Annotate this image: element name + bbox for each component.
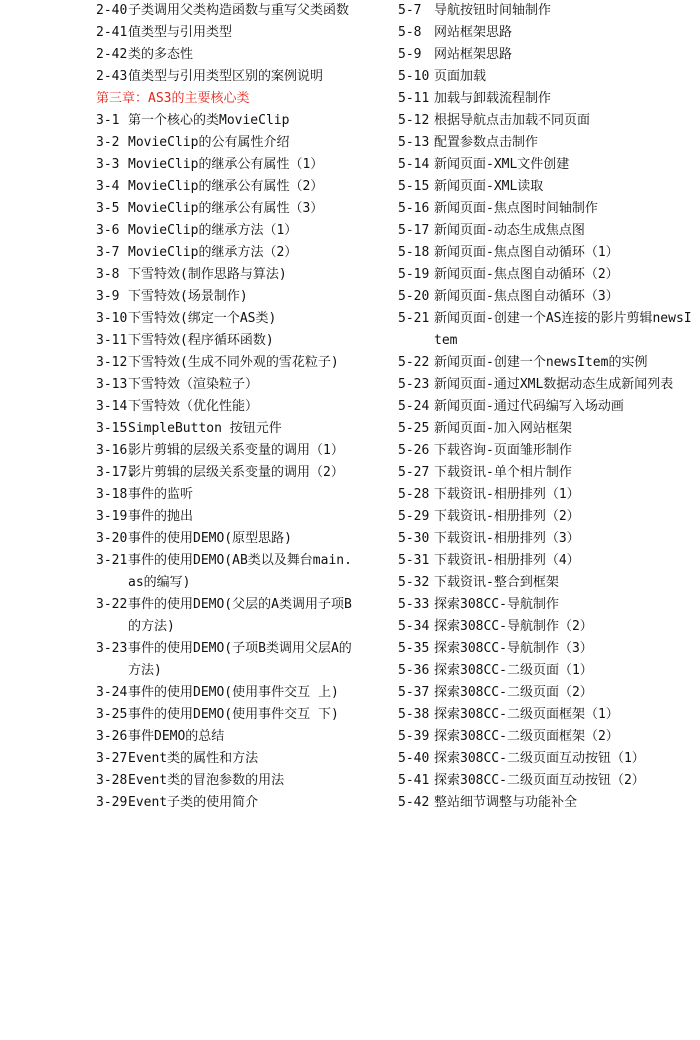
entry-number: 5-29 (398, 509, 430, 524)
entry-number: 5-9 (398, 47, 422, 62)
entry-number: 2-41 (96, 25, 128, 40)
toc-entry (398, 462, 698, 484)
toc-entry (96, 110, 358, 132)
toc-entry (96, 198, 358, 220)
entry-title: 影片剪辑的层级关系变量的调用（1） (128, 443, 344, 458)
entry-title: 下载咨询-页面雏形制作 (434, 443, 572, 458)
entry-number: 3-27 (96, 751, 128, 766)
entry-number: 5-14 (398, 157, 430, 172)
toc-entry (398, 638, 698, 660)
entry-title: 探索308CC-二级页面（2） (434, 685, 593, 700)
entry-title: 网站框架思路 (434, 47, 513, 62)
toc-entry (96, 726, 358, 748)
entry-number: 3-10 (96, 311, 128, 326)
entry-number: 5-26 (398, 443, 430, 458)
entry-number: 5-10 (398, 69, 430, 84)
entry-number: 3-17. (96, 465, 136, 480)
entry-number: 3-8 (96, 267, 120, 282)
entry-title: MovieClip的继承公有属性（3） (128, 201, 324, 216)
toc-entry (96, 264, 358, 286)
toc-entry (398, 176, 698, 198)
entry-number: 3-9 (96, 289, 120, 304)
toc-entry (96, 506, 358, 528)
entry-title: 页面加载 (434, 69, 487, 84)
toc-entry (398, 220, 698, 242)
toc-entry (398, 506, 698, 528)
toc-entry (398, 528, 698, 550)
toc-entry (398, 110, 698, 132)
entry-title: 下载资讯-整合到框架 (434, 575, 559, 590)
entry-title: 下载资讯-相册排列（4） (434, 553, 580, 568)
entry-number: 5-42 (398, 795, 430, 810)
entry-number: 5-32 (398, 575, 430, 590)
toc-entry (96, 594, 358, 638)
entry-title: 事件的抛出 (128, 509, 194, 524)
toc-entry (96, 528, 358, 550)
toc-entry (398, 418, 698, 440)
entry-title: 整站细节调整与功能补全 (434, 795, 578, 810)
entry-number: 3-20 (96, 531, 128, 546)
entry-title: 新闻页面-动态生成焦点图 (434, 223, 585, 238)
entry-title: 新闻页面-通过XML数据动态生成新闻列表 (434, 377, 674, 392)
toc-entry (96, 176, 358, 198)
entry-title: 配置参数点击制作 (434, 135, 539, 150)
entry-title: SimpleButton 按钮元件 (128, 421, 282, 436)
entry-title: MovieClip的继承方法（2） (128, 245, 298, 260)
entry-number: 5-24 (398, 399, 430, 414)
toc-entry (96, 22, 358, 44)
toc-entry (96, 308, 358, 330)
entry-number: 5-25 (398, 421, 430, 436)
entry-number: 5-34 (398, 619, 430, 634)
entry-number: 3-15 (96, 421, 128, 436)
toc-entry (398, 682, 698, 704)
entry-number: 3-28 (96, 773, 128, 788)
toc-entry (398, 374, 698, 396)
entry-title: 下雪特效(生成不同外观的雪花粒子) (128, 355, 339, 370)
toc-entry (96, 682, 358, 704)
entry-title: 新闻页面-焦点图自动循环（2） (434, 267, 619, 282)
entry-title: 下雪特效（优化性能） (128, 399, 259, 414)
toc-entry (96, 770, 358, 792)
entry-title: MovieClip的继承公有属性（2） (128, 179, 324, 194)
entry-title: 新闻页面-创建一个AS连接的影片剪辑newsItem (434, 311, 692, 348)
toc-entry (96, 352, 358, 374)
entry-title: 下雪特效(制作思路与算法) (128, 267, 287, 282)
entry-title: 新闻页面-焦点图自动循环（3） (434, 289, 619, 304)
entry-title: MovieClip的公有属性介绍 (128, 135, 290, 150)
entry-number: 5-21 (398, 311, 430, 326)
toc-entry (96, 484, 358, 506)
entry-number: 3-14 (96, 399, 128, 414)
entry-title: 下载资讯-相册排列（3） (434, 531, 580, 546)
entry-title: 根据导航点击加载不同页面 (434, 113, 591, 128)
entry-number: 3-26 (96, 729, 128, 744)
toc-entry (398, 484, 698, 506)
entry-title: 新闻页面-焦点图时间轴制作 (434, 201, 598, 216)
toc-entry (96, 286, 358, 308)
entry-title: 探索308CC-二级页面（1） (434, 663, 593, 678)
entry-title: 子类调用父类构造函数与重写父类函数 (128, 3, 350, 18)
entry-title: MovieClip的继承方法（1） (128, 223, 298, 238)
entry-number: 3-4 (96, 179, 120, 194)
entry-title: 类的多态性 (128, 47, 194, 62)
entry-title: 事件的使用DEMO(父层的A类调用子项B的方法) (128, 597, 352, 634)
toc-entry (96, 704, 358, 726)
entry-number: 3-22 (96, 597, 128, 612)
toc-entry (96, 154, 358, 176)
entry-title: 探索308CC-导航制作（3） (434, 641, 593, 656)
toc-entry (398, 594, 698, 616)
entry-number: 3-3 (96, 157, 120, 172)
entry-title: 探索308CC-二级页面互动按钮（1） (434, 751, 645, 766)
entry-number: 5-16 (398, 201, 430, 216)
toc-entry (96, 242, 358, 264)
toc-entry (96, 330, 358, 352)
entry-title: 下载资讯-单个相片制作 (434, 465, 572, 480)
entry-title: 探索308CC-二级页面框架（1） (434, 707, 619, 722)
entry-number: 5-7 (398, 3, 422, 18)
entry-number: 3-7 (96, 245, 120, 260)
entry-number: 5-27 (398, 465, 430, 480)
toc-entry (398, 0, 698, 22)
toc-entry (398, 154, 698, 176)
entry-title: 事件的使用DEMO(使用事件交互 下) (128, 707, 339, 722)
entry-title: 新闻页面-创建一个newsItem的实例 (434, 355, 648, 370)
entry-number: 3-21 (96, 553, 128, 568)
entry-number: 2-43 (96, 69, 128, 84)
entry-number: 3-1 (96, 113, 120, 128)
entry-title: 下雪特效(程序循环函数) (128, 333, 274, 348)
entry-title: 新闻页面-通过代码编写入场动画 (434, 399, 624, 414)
entry-number: 5-28 (398, 487, 430, 502)
chapter-heading: 第三章：AS3的主要核心类 (96, 91, 250, 106)
entry-number: 5-40 (398, 751, 430, 766)
toc-entry (398, 704, 698, 726)
entry-number: 3-18 (96, 487, 128, 502)
toc-entry (398, 726, 698, 748)
toc-entry (96, 550, 358, 594)
entry-title: 探索308CC-导航制作 (434, 597, 559, 612)
entry-number: 3-23 (96, 641, 128, 656)
entry-title: 事件的使用DEMO(使用事件交互 上) (128, 685, 339, 700)
entry-title: 事件的使用DEMO(AB类以及舞台main.as的编写) (128, 553, 352, 590)
entry-number: 5-15 (398, 179, 430, 194)
entry-title: 加载与卸载流程制作 (434, 91, 552, 106)
entry-title: 新闻页面-焦点图自动循环（1） (434, 245, 619, 260)
entry-title: 下雪特效(绑定一个AS类) (128, 311, 277, 326)
entry-number: 5-8 (398, 25, 422, 40)
entry-number: 5-39 (398, 729, 430, 744)
toc-entry (398, 308, 698, 352)
toc-entry (398, 572, 698, 594)
entry-number: 3-25 (96, 707, 128, 722)
entry-number: 5-33 (398, 597, 430, 612)
entry-number: 5-23 (398, 377, 430, 392)
entry-title: Event类的属性和方法 (128, 751, 259, 766)
entry-number: 3-19 (96, 509, 128, 524)
entry-title: 新闻页面-加入网站框架 (434, 421, 572, 436)
toc-left-column (96, 0, 358, 814)
entry-number: 5-17 (398, 223, 430, 238)
toc-entry (398, 88, 698, 110)
toc-entry (398, 66, 698, 88)
entry-title: 事件的监听 (128, 487, 194, 502)
toc-entry (96, 132, 358, 154)
toc-entry (398, 440, 698, 462)
entry-title: 下载资讯-相册排列（2） (434, 509, 580, 524)
entry-number: 2-40 (96, 3, 128, 18)
entry-number: 5-36 (398, 663, 430, 678)
entry-title: 影片剪辑的层级关系变量的调用（2） (128, 465, 344, 480)
entry-number: 3-24 (96, 685, 128, 700)
entry-number: 5-12 (398, 113, 430, 128)
toc-entry (96, 0, 358, 22)
toc-entry (96, 638, 358, 682)
toc-entry (398, 352, 698, 374)
entry-number: 3-6 (96, 223, 120, 238)
entry-title: 下载资讯-相册排列（1） (434, 487, 580, 502)
toc-entry (96, 44, 358, 66)
entry-title: MovieClip的继承公有属性（1） (128, 157, 324, 172)
entry-title: 下雪特效（渲染粒子） (128, 377, 259, 392)
toc-entry (398, 770, 698, 792)
entry-number: 3-29 (96, 795, 128, 810)
entry-title: 值类型与引用类型 (128, 25, 233, 40)
entry-number: 5-18 (398, 245, 430, 260)
entry-title: Event类的冒泡参数的用法 (128, 773, 285, 788)
toc-entry (96, 374, 358, 396)
entry-number: 3-11 (96, 333, 128, 348)
entry-number: 3-16 (96, 443, 128, 458)
toc-entry (96, 220, 358, 242)
entry-number: 5-38 (398, 707, 430, 722)
entry-number: 5-35 (398, 641, 430, 656)
toc-entry (398, 264, 698, 286)
entry-number: 5-37 (398, 685, 430, 700)
entry-number: 3-5 (96, 201, 120, 216)
entry-title: 探索308CC-二级页面框架（2） (434, 729, 619, 744)
entry-title: 事件的使用DEMO(子项B类调用父层A的方法) (128, 641, 352, 678)
entry-number: 5-31 (398, 553, 430, 568)
entry-number: 5-13 (398, 135, 430, 150)
toc-entry (398, 286, 698, 308)
entry-title: 探索308CC-二级页面互动按钮（2） (434, 773, 645, 788)
entry-number: 2-42 (96, 47, 128, 62)
entry-title: 值类型与引用类型区别的案例说明 (128, 69, 324, 84)
toc-entry (398, 198, 698, 220)
toc-entry (398, 660, 698, 682)
toc-entry (398, 132, 698, 154)
entry-number: 3-12 (96, 355, 128, 370)
toc-entry (96, 748, 358, 770)
entry-title: 下雪特效(场景制作) (128, 289, 248, 304)
entry-title: 导航按钮时间轴制作 (434, 3, 552, 18)
entry-title: 探索308CC-导航制作（2） (434, 619, 593, 634)
toc-entry (96, 462, 358, 484)
toc-entry (96, 792, 358, 814)
entry-number: 5-20 (398, 289, 430, 304)
entry-number: 5-11 (398, 91, 430, 106)
toc-entry (398, 550, 698, 572)
toc-right-column (398, 0, 698, 814)
entry-title: Event子类的使用简介 (128, 795, 259, 810)
entry-title: 新闻页面-XML文件创建 (434, 157, 570, 172)
toc-entry (96, 418, 358, 440)
entry-number: 5-30 (398, 531, 430, 546)
entry-number: 5-41 (398, 773, 430, 788)
entry-number: 3-13 (96, 377, 128, 392)
entry-number: 5-19 (398, 267, 430, 282)
toc-entry (398, 242, 698, 264)
toc-entry (96, 440, 358, 462)
toc-entry (398, 748, 698, 770)
entry-title: 事件的使用DEMO(原型思路) (128, 531, 292, 546)
toc-entry (96, 66, 358, 88)
toc-entry (398, 792, 698, 814)
entry-title: 网站框架思路 (434, 25, 513, 40)
toc-entry (398, 22, 698, 44)
entry-title: 事件DEMO的总结 (128, 729, 225, 744)
toc-entry (96, 396, 358, 418)
entry-number: 5-22 (398, 355, 430, 370)
toc-entry (398, 44, 698, 66)
entry-number: 3-2 (96, 135, 120, 150)
toc-entry (398, 616, 698, 638)
toc-entry (398, 396, 698, 418)
entry-title: 第一个核心的类MovieClip (128, 113, 290, 128)
entry-title: 新闻页面-XML读取 (434, 179, 544, 194)
